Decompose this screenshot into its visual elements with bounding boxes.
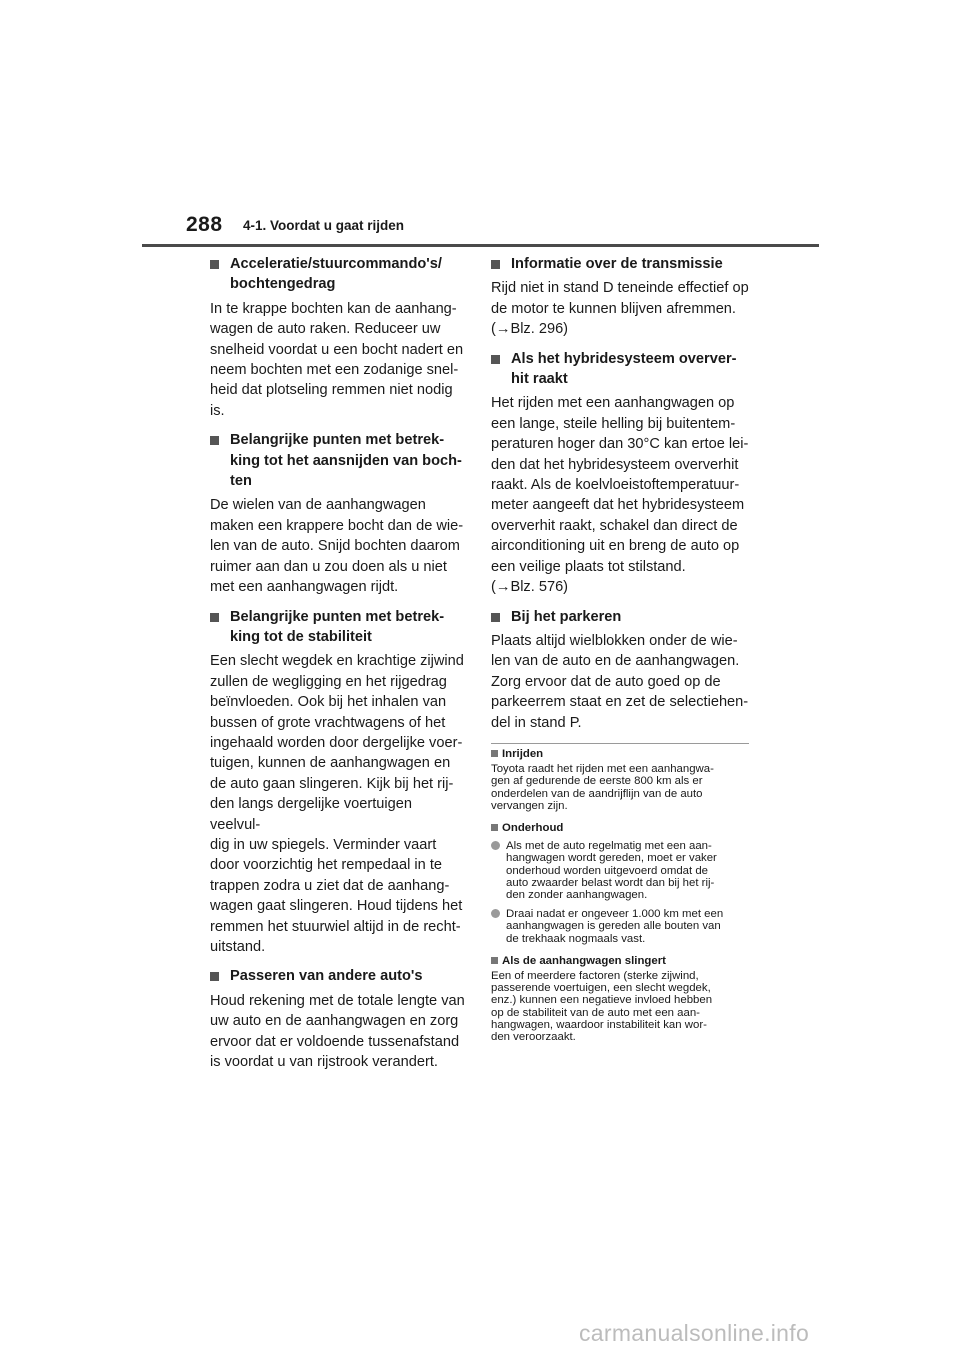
page-number: 288	[186, 213, 223, 236]
square-bullet-icon	[491, 260, 500, 269]
section-heading: Bij het parkeren	[491, 607, 751, 627]
notes-divider	[491, 743, 749, 744]
section-heading: Belangrijke punten met betrek- king tot de stabiliteit	[210, 607, 466, 648]
right-column	[491, 252, 751, 742]
square-bullet-icon	[491, 824, 498, 831]
circle-bullet-icon	[491, 841, 500, 850]
body-text: Houd rekening met de totale lengte van uw auto en de aanhangwagen en zorg ervoor dat er voldoende tussenafstand is voordat u van rijstrook verandert.	[210, 992, 465, 1071]
square-bullet-icon	[210, 613, 219, 622]
section-heading: Als het hybridesysteem overver- hit raakt	[491, 349, 751, 390]
body-text: De wielen van de aanhangwagen maken een krappere bocht dan de wie- len van de auto. Snijd bochten daarom ruimer aan dan u zou doen als u niet met een aanhangwagen rijdt.	[210, 497, 464, 596]
square-bullet-icon	[491, 750, 498, 757]
list-item: Draai nadat er ongeveer 1.000 km met een aanhangwagen is gereden alle bouten van de trekhaak nogmaals vast.	[491, 908, 753, 945]
page-reference: (→Blz. 576)	[491, 579, 569, 596]
body-text: Plaats altijd wielblokken onder de wie- len van de auto en de aanhangwagen. Zorg ervoor dat de auto goed op de parkeerrem staat en zet de selectiehen- del in stand P.	[491, 632, 749, 731]
list-item: Als met de auto regelmatig met een aan- hangwagen wordt gereden, moet er vaker onderhoud worden uitgevoerd omdat de auto zwaarder belast wordt dan bij het rij- den zonder aanhangwagen.	[491, 840, 753, 901]
note-text: Toyota raadt het rijden met een aanhangwa- gen af gedurende de eerste 800 km als er onderdelen van de aandrijflijn van de auto vervangen zijn.	[491, 763, 714, 812]
section-heading: Informatie over de transmissie	[491, 254, 751, 274]
note-text: Een of meerdere factoren (sterke zijwind, passerende voertuigen, een slecht wegdek, enz.) kunnen een negatieve invloed hebben op de stabiliteit van de auto met een aan- hangwagen, waardoor instabiliteit kan wor- den veroorzaakt.	[491, 970, 713, 1044]
square-bullet-icon	[491, 957, 498, 964]
page-reference: (→Blz. 296)	[491, 321, 569, 338]
square-bullet-icon	[491, 355, 500, 364]
body-text: Een slecht wegdek en krachtige zijwind zullen de wegligging en het rijgedrag beïnvloeden. Ook bij het inhalen van bussen of grote vrachtwagens of het ingehaald worden door dergelijke voer- tuigen, kunnen de aanhangwagen en de auto gaan slingeren. Kijk bij het rij- den langs dergelijke voertuigen veelvul- dig in uw spiegels. Verminder vaart door voorzichtig het rempedaal in te trappen zodra u ziet dat de aanhang- wagen gaat slingeren. Houd tijdens het remmen het stuurwiel altijd in de recht- uitstand.	[210, 653, 464, 955]
notes-section	[491, 748, 753, 1053]
watermark: carmanualsonline.info	[579, 1320, 810, 1346]
note-heading-onderhoud: Onderhoud	[491, 822, 753, 834]
body-text: Rijd niet in stand D teneinde effectief op de motor te kunnen blijven afremmen. (→Blz. 296)	[491, 280, 749, 338]
body-text: Het rijden met een aanhangwagen op een lange, steile helling bij buitentem- peraturen hoger dan 30°C kan ertoe lei- den dat het hybridesysteem oververhit raakt. Als de koelvloeistoftemperatuur- meter aangeeft dat het hybridesysteem oververhit raakt, schakel dan direct de airconditioning uit en breng de auto op een veilige plaats tot stilstand. (→Blz. 576)	[491, 395, 749, 596]
note-heading-inrijden: Inrijden	[491, 748, 753, 760]
circle-bullet-icon	[491, 909, 500, 918]
section-title: 4-1. Voordat u gaat rijden	[243, 218, 405, 233]
section-heading: Belangrijke punten met betrek- king tot het aansnijden van boch- ten	[210, 430, 466, 491]
square-bullet-icon	[210, 436, 219, 445]
section-heading: Acceleratie/stuurcommando's/ bochtengedrag	[210, 254, 466, 295]
square-bullet-icon	[210, 260, 219, 269]
section-heading: Passeren van andere auto's	[210, 966, 466, 986]
note-heading-slingert: Als de aanhangwagen slingert	[491, 955, 753, 967]
header-rule	[142, 244, 819, 247]
body-text: In te krappe bochten kan de aanhang- wagen de auto raken. Reduceer uw snelheid voordat u een bocht nadert en neem bochten met een zodanige snel- heid dat plotseling remmen niet nodig is.	[210, 300, 464, 419]
left-column	[210, 252, 466, 1081]
square-bullet-icon	[210, 972, 219, 981]
square-bullet-icon	[491, 613, 500, 622]
